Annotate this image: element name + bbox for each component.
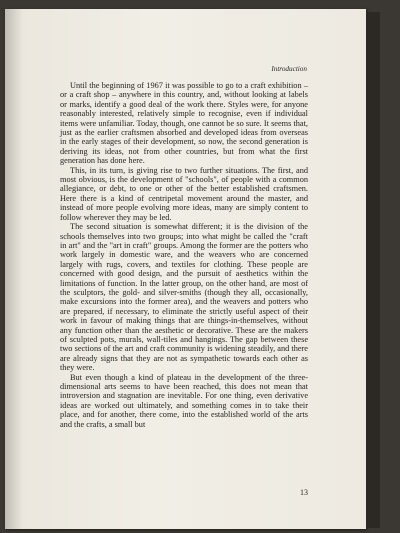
book-edge	[366, 12, 380, 528]
page-number: 13	[300, 488, 308, 497]
paragraph: This, in its turn, is giving rise to two further situations. The first, and most obvious, is the development of "schools", of people with a common allegiance, or debt, to one or other of the better established craftsmen. Here there is a kind of centripetal movement around the master, and instead of more people evolving more ideas, many are simply content to follow wherever they may be led.	[60, 165, 308, 222]
paragraph: The second situation is somewhat different; it is the division of the schools themselves into two groups; into what might be called the "craft in art" and the "art in craft" groups. Among the former are the potters who work largely in domestic ware, and the weavers who are concerned largely with rugs, covers, and textiles for clothing. These people are concerned with good design, and the pursuit of aesthetics within the limitations of function. In the latter group, on the other hand, are most of the sculptors, the gold- and silver-smiths (though they all, occasionally, make excursions into the former area), and the weavers and potters who are prepared, if necessary, to eliminate the strictly useful aspect of their work in favour of making things that are things-in-themselves, without any function other than the aesthetic or decorative. These are the makers of sculpted pots, murals, wall-tiles and hangings. The gap between these two sections of the art and craft community is widening steadily, and there are already signs that they are not as sympathetic towards each other as they were.	[60, 222, 308, 373]
paragraph: Until the beginning of 1967 it was possible to go to a craft exhibition – or a craft shop – anywhere in this country, and, without looking at labels or marks, identify a good deal of the work there. Styles were, for anyone reasonably interested, relatively simple to recognise, even if individual items were unfamiliar. Today, though, one cannot be so sure. It seems that, just as the earlier craftsmen absorbed and developed ideas from overseas in the early stages of their development, so now, the second generation is deriving its ideas, not from other countries, but from what the first generation has done here.	[60, 81, 308, 166]
paragraph: But even though a kind of plateau in the development of the three-dimensional arts seems to have been reached, this does not mean that introversion and stagnation are inevitable. For one thing, even derivative ideas are worked out ultimately, and something comes in to take their place, and for another, there come, into the established world of the arts and the crafts, a small but	[60, 372, 308, 429]
body-text	[60, 81, 308, 429]
running-head: Introduction	[271, 65, 307, 73]
page-gutter-shadow	[5, 9, 23, 529]
